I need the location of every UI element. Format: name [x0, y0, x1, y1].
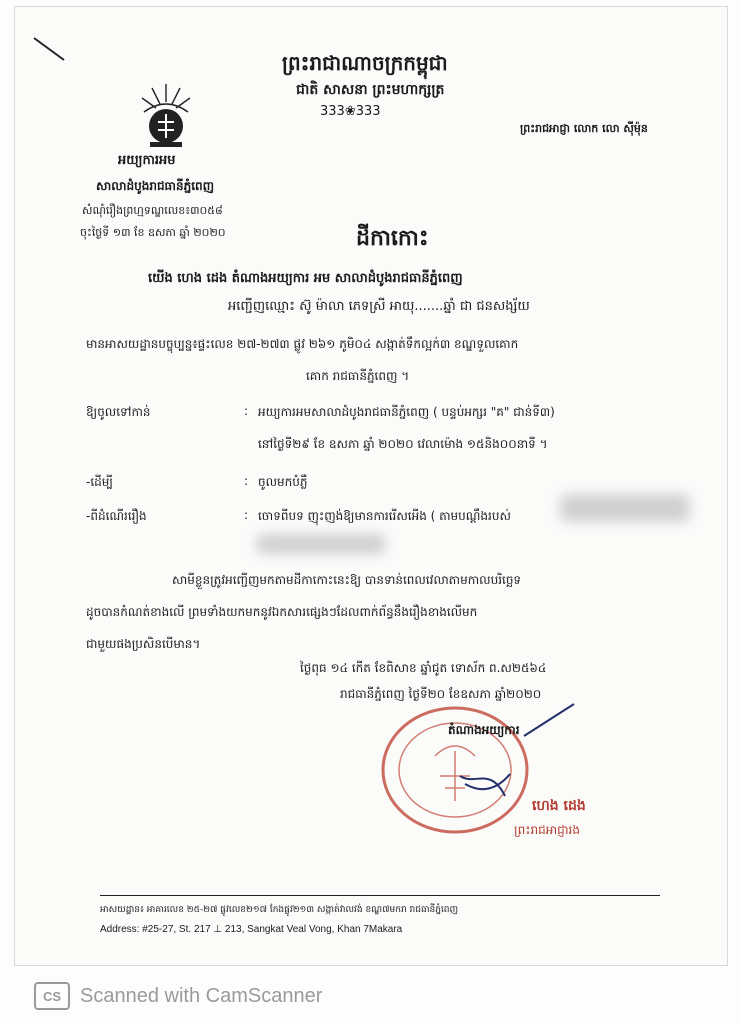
- document-page: [14, 6, 728, 966]
- footer-address: Address: #25-27, St. 217 ⊥ 213, Sangkat Veal Vong, Khan 7Makara: [100, 924, 403, 935]
- body-line-1: យើង ហេង ដេង តំណាងអយ្យការ អម សាលាដំបូងរាជធានីភ្នំពេញ: [148, 271, 463, 286]
- kingdom-heading: ព្រះរាជាណាចក្រកម្ពុជា: [282, 51, 448, 75]
- issuer-org: អយ្យការអម: [118, 153, 176, 168]
- signatory-title: តំណាងអយ្យការ: [448, 723, 520, 737]
- field-sep: :: [244, 474, 249, 488]
- body-line-4: គោក រាជធានីភ្នំពេញ ។: [306, 369, 410, 383]
- signature-stroke-icon: [520, 700, 580, 740]
- emblem-icon: [136, 78, 196, 150]
- ornament: 333❀333: [320, 104, 381, 119]
- pen-mark-icon: [30, 34, 70, 64]
- field-value-case: ចោទពីបទ ញុះញង់ឱ្យមានការរើសអើង ( តាមបណ្តឹងរបស់: [258, 509, 511, 523]
- motto: ជាតិ សាសនា ព្រះមហាក្សត្រ: [296, 82, 445, 98]
- instruction-line-1: សាមីខ្លួនត្រូវអញ្ជើញមកតាមដីកាកោះនេះឱ្យ បានទាន់ពេលវេលាតាមកាលបរិច្ឆេទ: [172, 573, 522, 587]
- body-line-2: អញ្ជើញឈ្មោះ ស៊ូ ម៉ាលា ភេទស្រី អាយុ.......ឆ្នាំ ជា ជនសង្ស័យ: [228, 299, 530, 314]
- case-reference: សំណុំរឿងព្រហ្មទណ្ឌលេខ៖៣០៥៨: [82, 204, 223, 217]
- field-value-appointment: នៅថ្ងៃទី២៩ ខែ ឧសភា ឆ្នាំ ២០២០ វេលាម៉ោង ១៥និង០០នាទី ។: [258, 437, 548, 451]
- field-value-purpose: ចូលមកបំភ្លឺ: [258, 475, 308, 489]
- field-sep: :: [244, 508, 249, 522]
- issuer-court: សាលាដំបូងរាជធានីភ្នំពេញ: [96, 179, 215, 193]
- signatory-name: ហេង ដេង: [532, 798, 586, 814]
- redaction: [560, 494, 690, 522]
- field-label-purpose: -ដើម្បី: [86, 475, 113, 489]
- body-line-3: មានអាសយដ្ឋានបច្ចុប្បន្ន៖ផ្ទះលេខ ២៧-២៧៣ ផ្លូវ ២៦១ ភូមិ០៤ សង្កាត់ទឹកល្អក់៣ ខណ្ឌទួលគោក: [86, 337, 519, 351]
- footer-divider: [100, 895, 660, 896]
- camscanner-watermark: [34, 982, 322, 1010]
- footer-khmer-address: អាសយដ្ឋាន៖ អាគារលេខ ២៥-២៧ ផ្លូវលេខ២១៧ កែងផ្លូវ២១៣ សង្កាត់វាលវង់ ខណ្ឌ៧មករា រាជធានីភ្នំពេញ: [100, 905, 459, 915]
- issue-date: ចុះថ្ងៃទី ១៣ ខែ ឧសភា ឆ្នាំ ២០២០: [80, 226, 226, 239]
- field-label-case: -ពីដំណើររឿង: [86, 509, 147, 523]
- solar-date: រាជធានីភ្នំពេញ ថ្ងៃទី២០ ខែឧសភា ឆ្នាំ២០២០: [340, 687, 542, 701]
- top-right-note: ព្រះរាជអាជ្ញា លោក លោ ស៊ីម៉ុន: [520, 122, 648, 135]
- camscanner-logo-icon: CS: [34, 982, 70, 1010]
- field-sep: :: [244, 404, 249, 418]
- instruction-line-2: ដូចបានកំណត់ខាងលើ ព្រមទាំងយកមកនូវឯកសារផ្សេងៗដែលពាក់ព័ន្ធនឹងរឿងខាងលើមក: [86, 605, 478, 619]
- lunar-date: ថ្ងៃពុធ ១៤ កើត ខែពិសាខ ឆ្នាំជូត ទោស័ក ព.ស២៥៦៤: [300, 661, 547, 675]
- redaction: [256, 534, 386, 554]
- instruction-line-3: ជាមួយផងប្រសិនបើមាន។: [86, 637, 201, 651]
- camscanner-text: Scanned with CamScanner: [80, 984, 323, 1007]
- field-label-destination: ឱ្យចូលទៅកាន់: [86, 405, 151, 419]
- field-value-destination: អយ្យការអមសាលាដំបូងរាជធានីភ្នំពេញ ( បន្ទប់អក្សរ "គ" ជាន់ទី៣): [258, 405, 555, 419]
- document-title: ដីកាកោះ: [356, 226, 429, 251]
- signatory-role: ព្រះរាជអាជ្ញារង: [514, 823, 580, 837]
